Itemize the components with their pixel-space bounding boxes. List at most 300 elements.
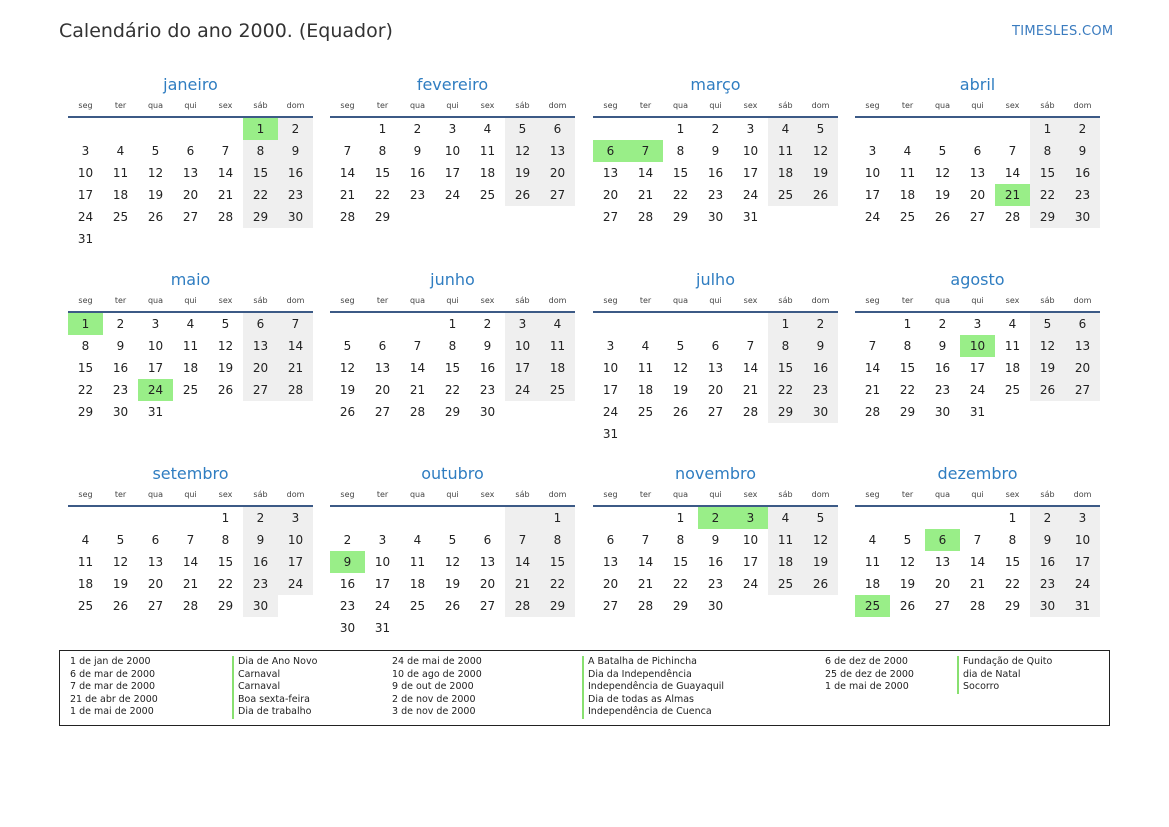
day-cell[interactable]: 14: [278, 335, 313, 357]
day-cell[interactable]: 4: [413, 533, 422, 547]
day-cell[interactable]: 14: [969, 555, 986, 569]
day-cell[interactable]: 5: [505, 118, 540, 140]
day-cell[interactable]: 19: [1030, 357, 1065, 379]
day-cell[interactable]: 12: [803, 529, 838, 551]
day-cell[interactable]: 24: [1065, 573, 1100, 595]
day-cell[interactable]: 4: [1008, 317, 1017, 331]
day-cell[interactable]: 22: [444, 383, 461, 397]
day-cell[interactable]: 13: [540, 140, 575, 162]
day-cell[interactable]: 1: [768, 313, 803, 335]
day-cell[interactable]: 16: [339, 577, 356, 591]
day-cell[interactable]: 2: [483, 317, 492, 331]
day-cell[interactable]: 15: [672, 166, 689, 180]
day-cell[interactable]: 6: [243, 313, 278, 335]
day-cell[interactable]: 5: [116, 533, 125, 547]
day-cell[interactable]: 9: [278, 140, 313, 162]
day-cell[interactable]: 3: [868, 144, 877, 158]
day-cell[interactable]: 3: [151, 317, 160, 331]
day-cell[interactable]: 12: [339, 361, 356, 375]
day-cell[interactable]: 2: [278, 118, 313, 140]
day-cell[interactable]: 26: [147, 210, 164, 224]
day-cell[interactable]: 1: [448, 317, 457, 331]
day-cell[interactable]: 28: [409, 405, 426, 419]
day-cell[interactable]: 7: [868, 339, 877, 353]
day-cell[interactable]: 11: [540, 335, 575, 357]
day-cell[interactable]: 11: [112, 166, 129, 180]
day-cell[interactable]: 2: [711, 122, 720, 136]
day-cell[interactable]: 14: [637, 166, 654, 180]
day-cell[interactable]: 23: [278, 184, 313, 206]
day-cell[interactable]: 12: [147, 166, 164, 180]
day-cell[interactable]: 14: [742, 361, 759, 375]
day-cell[interactable]: 13: [243, 335, 278, 357]
day-cell[interactable]: 27: [707, 405, 724, 419]
day-cell[interactable]: 1: [676, 511, 685, 525]
day-cell[interactable]: 15: [77, 361, 94, 375]
day-cell[interactable]: 27: [969, 210, 986, 224]
day-cell[interactable]: 20: [707, 383, 724, 397]
day-cell[interactable]: 19: [505, 162, 540, 184]
day-cell[interactable]: 15: [768, 357, 803, 379]
day-cell[interactable]: 14: [505, 551, 540, 573]
day-cell[interactable]: 19: [112, 577, 129, 591]
day-cell[interactable]: 30: [278, 206, 313, 228]
day-cell[interactable]: 12: [1030, 335, 1065, 357]
day-cell[interactable]: 26: [112, 599, 129, 613]
day-cell[interactable]: 27: [540, 184, 575, 206]
day-cell[interactable]: 6: [540, 118, 575, 140]
day-cell[interactable]: 4: [116, 144, 125, 158]
day-cell[interactable]: 26: [505, 184, 540, 206]
day-cell[interactable]: 23: [243, 573, 278, 595]
day-cell[interactable]: 30: [479, 405, 496, 419]
day-cell[interactable]: 16: [409, 166, 426, 180]
day-cell[interactable]: 13: [1065, 335, 1100, 357]
day-cell[interactable]: 17: [444, 166, 461, 180]
day-cell[interactable]: 5: [938, 144, 947, 158]
day-cell[interactable]: 4: [483, 122, 492, 136]
day-cell[interactable]: 16: [934, 361, 951, 375]
day-cell[interactable]: 10: [960, 335, 995, 357]
day-cell[interactable]: 15: [374, 166, 391, 180]
day-cell[interactable]: 13: [182, 166, 199, 180]
day-cell[interactable]: 1: [540, 507, 575, 529]
day-cell[interactable]: 24: [77, 210, 94, 224]
day-cell[interactable]: 20: [602, 577, 619, 591]
day-cell[interactable]: 2: [413, 122, 422, 136]
day-cell[interactable]: 22: [899, 383, 916, 397]
day-cell[interactable]: 7: [505, 529, 540, 551]
day-cell[interactable]: 5: [676, 339, 685, 353]
day-cell[interactable]: 12: [112, 555, 129, 569]
day-cell[interactable]: 18: [540, 357, 575, 379]
day-cell[interactable]: 19: [672, 383, 689, 397]
day-cell[interactable]: 19: [147, 188, 164, 202]
day-cell[interactable]: 14: [339, 166, 356, 180]
day-cell[interactable]: 5: [221, 317, 230, 331]
day-cell[interactable]: 4: [768, 118, 803, 140]
day-cell[interactable]: 6: [186, 144, 195, 158]
day-cell[interactable]: 14: [182, 555, 199, 569]
day-cell[interactable]: 20: [243, 357, 278, 379]
day-cell[interactable]: 9: [711, 533, 720, 547]
day-cell[interactable]: 27: [934, 599, 951, 613]
day-cell[interactable]: 4: [186, 317, 195, 331]
day-cell[interactable]: 19: [444, 577, 461, 591]
day-cell[interactable]: 3: [973, 317, 982, 331]
day-cell[interactable]: 9: [803, 335, 838, 357]
day-cell[interactable]: 2: [803, 313, 838, 335]
day-cell[interactable]: 31: [969, 405, 986, 419]
day-cell[interactable]: 7: [186, 533, 195, 547]
day-cell[interactable]: 7: [413, 339, 422, 353]
day-cell[interactable]: 24: [742, 577, 759, 591]
day-cell[interactable]: 16: [278, 162, 313, 184]
day-cell[interactable]: 8: [676, 144, 685, 158]
day-cell[interactable]: 20: [540, 162, 575, 184]
day-cell[interactable]: 3: [505, 313, 540, 335]
day-cell[interactable]: 11: [479, 144, 496, 158]
day-cell[interactable]: 18: [768, 551, 803, 573]
day-cell[interactable]: 10: [278, 529, 313, 551]
day-cell[interactable]: 13: [147, 555, 164, 569]
day-cell[interactable]: 25: [768, 184, 803, 206]
brand-link[interactable]: TIMESLES.COM: [1012, 24, 1114, 39]
day-cell[interactable]: 25: [637, 405, 654, 419]
day-cell[interactable]: 31: [374, 621, 391, 635]
day-cell[interactable]: 16: [243, 551, 278, 573]
day-cell[interactable]: 15: [899, 361, 916, 375]
day-cell[interactable]: 1: [378, 122, 387, 136]
day-cell[interactable]: 21: [995, 184, 1030, 206]
day-cell[interactable]: 28: [637, 210, 654, 224]
day-cell[interactable]: 4: [641, 339, 650, 353]
day-cell[interactable]: 26: [339, 405, 356, 419]
day-cell[interactable]: 9: [116, 339, 125, 353]
day-cell[interactable]: 30: [707, 599, 724, 613]
day-cell[interactable]: 18: [864, 577, 881, 591]
day-cell[interactable]: 11: [899, 166, 916, 180]
day-cell[interactable]: 25: [540, 379, 575, 401]
day-cell[interactable]: 30: [1030, 595, 1065, 617]
day-cell[interactable]: 30: [934, 405, 951, 419]
day-cell[interactable]: 13: [934, 555, 951, 569]
day-cell[interactable]: 23: [479, 383, 496, 397]
day-cell[interactable]: 10: [374, 555, 391, 569]
day-cell[interactable]: 20: [147, 577, 164, 591]
day-cell[interactable]: 21: [864, 383, 881, 397]
day-cell[interactable]: 24: [602, 405, 619, 419]
day-cell[interactable]: 20: [374, 383, 391, 397]
day-cell[interactable]: 29: [672, 210, 689, 224]
day-cell[interactable]: 3: [81, 144, 90, 158]
day-cell[interactable]: 8: [676, 533, 685, 547]
day-cell[interactable]: 25: [77, 599, 94, 613]
day-cell[interactable]: 27: [602, 599, 619, 613]
day-cell[interactable]: 7: [278, 313, 313, 335]
day-cell[interactable]: 2: [343, 533, 352, 547]
day-cell[interactable]: 9: [1065, 140, 1100, 162]
day-cell[interactable]: 3: [733, 507, 768, 529]
day-cell[interactable]: 13: [707, 361, 724, 375]
day-cell[interactable]: 19: [803, 162, 838, 184]
day-cell[interactable]: 11: [409, 555, 426, 569]
day-cell[interactable]: 8: [1030, 140, 1065, 162]
day-cell[interactable]: 29: [672, 599, 689, 613]
day-cell[interactable]: 9: [1030, 529, 1065, 551]
day-cell[interactable]: 3: [278, 507, 313, 529]
day-cell[interactable]: 25: [479, 188, 496, 202]
day-cell[interactable]: 8: [903, 339, 912, 353]
day-cell[interactable]: 29: [243, 206, 278, 228]
day-cell[interactable]: 13: [602, 166, 619, 180]
day-cell[interactable]: 16: [479, 361, 496, 375]
day-cell[interactable]: 25: [768, 573, 803, 595]
day-cell[interactable]: 30: [112, 405, 129, 419]
day-cell[interactable]: 23: [803, 379, 838, 401]
day-cell[interactable]: 20: [969, 188, 986, 202]
day-cell[interactable]: 25: [855, 595, 890, 617]
day-cell[interactable]: 24: [505, 379, 540, 401]
day-cell[interactable]: 9: [483, 339, 492, 353]
day-cell[interactable]: 8: [378, 144, 387, 158]
day-cell[interactable]: 13: [374, 361, 391, 375]
day-cell[interactable]: 6: [925, 529, 960, 551]
day-cell[interactable]: 10: [742, 533, 759, 547]
day-cell[interactable]: 18: [1004, 361, 1021, 375]
day-cell[interactable]: 22: [217, 577, 234, 591]
day-cell[interactable]: 5: [151, 144, 160, 158]
day-cell[interactable]: 22: [77, 383, 94, 397]
day-cell[interactable]: 28: [742, 405, 759, 419]
day-cell[interactable]: 12: [444, 555, 461, 569]
day-cell[interactable]: 29: [1030, 206, 1065, 228]
day-cell[interactable]: 14: [1004, 166, 1021, 180]
day-cell[interactable]: 31: [602, 427, 619, 441]
day-cell[interactable]: 11: [637, 361, 654, 375]
day-cell[interactable]: 4: [81, 533, 90, 547]
day-cell[interactable]: 11: [182, 339, 199, 353]
day-cell[interactable]: 22: [768, 379, 803, 401]
day-cell[interactable]: 6: [1065, 313, 1100, 335]
day-cell[interactable]: 14: [409, 361, 426, 375]
day-cell[interactable]: 26: [217, 383, 234, 397]
day-cell[interactable]: 26: [444, 599, 461, 613]
day-cell[interactable]: 20: [479, 577, 496, 591]
day-cell[interactable]: 5: [803, 118, 838, 140]
day-cell[interactable]: 13: [479, 555, 496, 569]
day-cell[interactable]: 23: [707, 188, 724, 202]
day-cell[interactable]: 10: [505, 335, 540, 357]
day-cell[interactable]: 23: [112, 383, 129, 397]
day-cell[interactable]: 25: [1004, 383, 1021, 397]
day-cell[interactable]: 6: [711, 339, 720, 353]
day-cell[interactable]: 1: [1030, 118, 1065, 140]
day-cell[interactable]: 17: [602, 383, 619, 397]
day-cell[interactable]: 15: [243, 162, 278, 184]
day-cell[interactable]: 27: [243, 379, 278, 401]
day-cell[interactable]: 29: [540, 595, 575, 617]
day-cell[interactable]: 6: [151, 533, 160, 547]
day-cell[interactable]: 17: [147, 361, 164, 375]
day-cell[interactable]: 4: [768, 507, 803, 529]
day-cell[interactable]: 5: [1030, 313, 1065, 335]
day-cell[interactable]: 29: [768, 401, 803, 423]
day-cell[interactable]: 22: [540, 573, 575, 595]
day-cell[interactable]: 21: [217, 188, 234, 202]
day-cell[interactable]: 3: [448, 122, 457, 136]
day-cell[interactable]: 29: [899, 405, 916, 419]
day-cell[interactable]: 16: [112, 361, 129, 375]
day-cell[interactable]: 17: [1065, 551, 1100, 573]
day-cell[interactable]: 15: [444, 361, 461, 375]
day-cell[interactable]: 28: [505, 595, 540, 617]
day-cell[interactable]: 22: [243, 184, 278, 206]
day-cell[interactable]: 26: [672, 405, 689, 419]
day-cell[interactable]: 27: [147, 599, 164, 613]
day-cell[interactable]: 20: [602, 188, 619, 202]
day-cell[interactable]: 26: [899, 599, 916, 613]
day-cell[interactable]: 18: [768, 162, 803, 184]
day-cell[interactable]: 11: [768, 529, 803, 551]
day-cell[interactable]: 18: [479, 166, 496, 180]
day-cell[interactable]: 18: [637, 383, 654, 397]
day-cell[interactable]: 24: [444, 188, 461, 202]
day-cell[interactable]: 8: [540, 529, 575, 551]
day-cell[interactable]: 17: [864, 188, 881, 202]
day-cell[interactable]: 7: [973, 533, 982, 547]
day-cell[interactable]: 19: [934, 188, 951, 202]
day-cell[interactable]: 14: [637, 555, 654, 569]
day-cell[interactable]: 16: [1030, 551, 1065, 573]
day-cell[interactable]: 14: [864, 361, 881, 375]
day-cell[interactable]: 10: [1065, 529, 1100, 551]
day-cell[interactable]: 2: [116, 317, 125, 331]
day-cell[interactable]: 15: [1004, 555, 1021, 569]
day-cell[interactable]: 25: [182, 383, 199, 397]
day-cell[interactable]: 16: [707, 555, 724, 569]
day-cell[interactable]: 18: [409, 577, 426, 591]
day-cell[interactable]: 28: [969, 599, 986, 613]
day-cell[interactable]: 19: [339, 383, 356, 397]
day-cell[interactable]: 17: [742, 166, 759, 180]
day-cell[interactable]: 24: [374, 599, 391, 613]
day-cell[interactable]: 21: [278, 357, 313, 379]
day-cell[interactable]: 24: [278, 573, 313, 595]
day-cell[interactable]: 14: [217, 166, 234, 180]
day-cell[interactable]: 6: [606, 533, 615, 547]
day-cell[interactable]: 22: [672, 577, 689, 591]
day-cell[interactable]: 4: [540, 313, 575, 335]
day-cell[interactable]: 4: [903, 144, 912, 158]
day-cell[interactable]: 20: [182, 188, 199, 202]
day-cell[interactable]: 10: [602, 361, 619, 375]
day-cell[interactable]: 2: [243, 507, 278, 529]
day-cell[interactable]: 26: [934, 210, 951, 224]
day-cell[interactable]: 19: [217, 361, 234, 375]
day-cell[interactable]: 27: [602, 210, 619, 224]
day-cell[interactable]: 15: [217, 555, 234, 569]
day-cell[interactable]: 6: [378, 339, 387, 353]
day-cell[interactable]: 23: [1030, 573, 1065, 595]
day-cell[interactable]: 7: [1008, 144, 1017, 158]
day-cell[interactable]: 12: [217, 339, 234, 353]
day-cell[interactable]: 2: [698, 507, 733, 529]
day-cell[interactable]: 23: [1065, 184, 1100, 206]
day-cell[interactable]: 30: [243, 595, 278, 617]
day-cell[interactable]: 25: [899, 210, 916, 224]
day-cell[interactable]: 18: [112, 188, 129, 202]
day-cell[interactable]: 10: [444, 144, 461, 158]
day-cell[interactable]: 29: [444, 405, 461, 419]
day-cell[interactable]: 21: [409, 383, 426, 397]
day-cell[interactable]: 20: [1065, 357, 1100, 379]
day-cell[interactable]: 24: [864, 210, 881, 224]
day-cell[interactable]: 1: [221, 511, 230, 525]
day-cell[interactable]: 2: [1065, 118, 1100, 140]
day-cell[interactable]: 9: [243, 529, 278, 551]
day-cell[interactable]: 10: [864, 166, 881, 180]
day-cell[interactable]: 24: [742, 188, 759, 202]
day-cell[interactable]: 30: [707, 210, 724, 224]
day-cell[interactable]: 24: [138, 379, 173, 401]
day-cell[interactable]: 10: [77, 166, 94, 180]
day-cell[interactable]: 28: [278, 379, 313, 401]
day-cell[interactable]: 2: [938, 317, 947, 331]
day-cell[interactable]: 26: [803, 573, 838, 595]
day-cell[interactable]: 13: [969, 166, 986, 180]
day-cell[interactable]: 15: [540, 551, 575, 573]
day-cell[interactable]: 25: [409, 599, 426, 613]
day-cell[interactable]: 22: [672, 188, 689, 202]
day-cell[interactable]: 3: [746, 122, 755, 136]
day-cell[interactable]: 30: [803, 401, 838, 423]
day-cell[interactable]: 16: [803, 357, 838, 379]
day-cell[interactable]: 28: [182, 599, 199, 613]
day-cell[interactable]: 8: [81, 339, 90, 353]
day-cell[interactable]: 7: [746, 339, 755, 353]
day-cell[interactable]: 23: [707, 577, 724, 591]
day-cell[interactable]: 18: [77, 577, 94, 591]
day-cell[interactable]: 31: [1065, 595, 1100, 617]
day-cell[interactable]: 9: [330, 551, 365, 573]
day-cell[interactable]: 7: [221, 144, 230, 158]
day-cell[interactable]: 22: [1004, 577, 1021, 591]
day-cell[interactable]: 17: [742, 555, 759, 569]
day-cell[interactable]: 17: [278, 551, 313, 573]
day-cell[interactable]: 6: [973, 144, 982, 158]
day-cell[interactable]: 6: [483, 533, 492, 547]
day-cell[interactable]: 18: [182, 361, 199, 375]
day-cell[interactable]: 20: [934, 577, 951, 591]
day-cell[interactable]: 5: [448, 533, 457, 547]
day-cell[interactable]: 28: [339, 210, 356, 224]
day-cell[interactable]: 29: [77, 405, 94, 419]
day-cell[interactable]: 21: [742, 383, 759, 397]
day-cell[interactable]: 21: [339, 188, 356, 202]
day-cell[interactable]: 17: [969, 361, 986, 375]
day-cell[interactable]: 25: [112, 210, 129, 224]
day-cell[interactable]: 15: [672, 555, 689, 569]
day-cell[interactable]: 11: [768, 140, 803, 162]
day-cell[interactable]: 12: [934, 166, 951, 180]
day-cell[interactable]: 12: [505, 140, 540, 162]
day-cell[interactable]: 22: [1030, 184, 1065, 206]
day-cell[interactable]: 7: [343, 144, 352, 158]
day-cell[interactable]: 26: [803, 184, 838, 206]
day-cell[interactable]: 5: [903, 533, 912, 547]
day-cell[interactable]: 1: [68, 313, 103, 335]
